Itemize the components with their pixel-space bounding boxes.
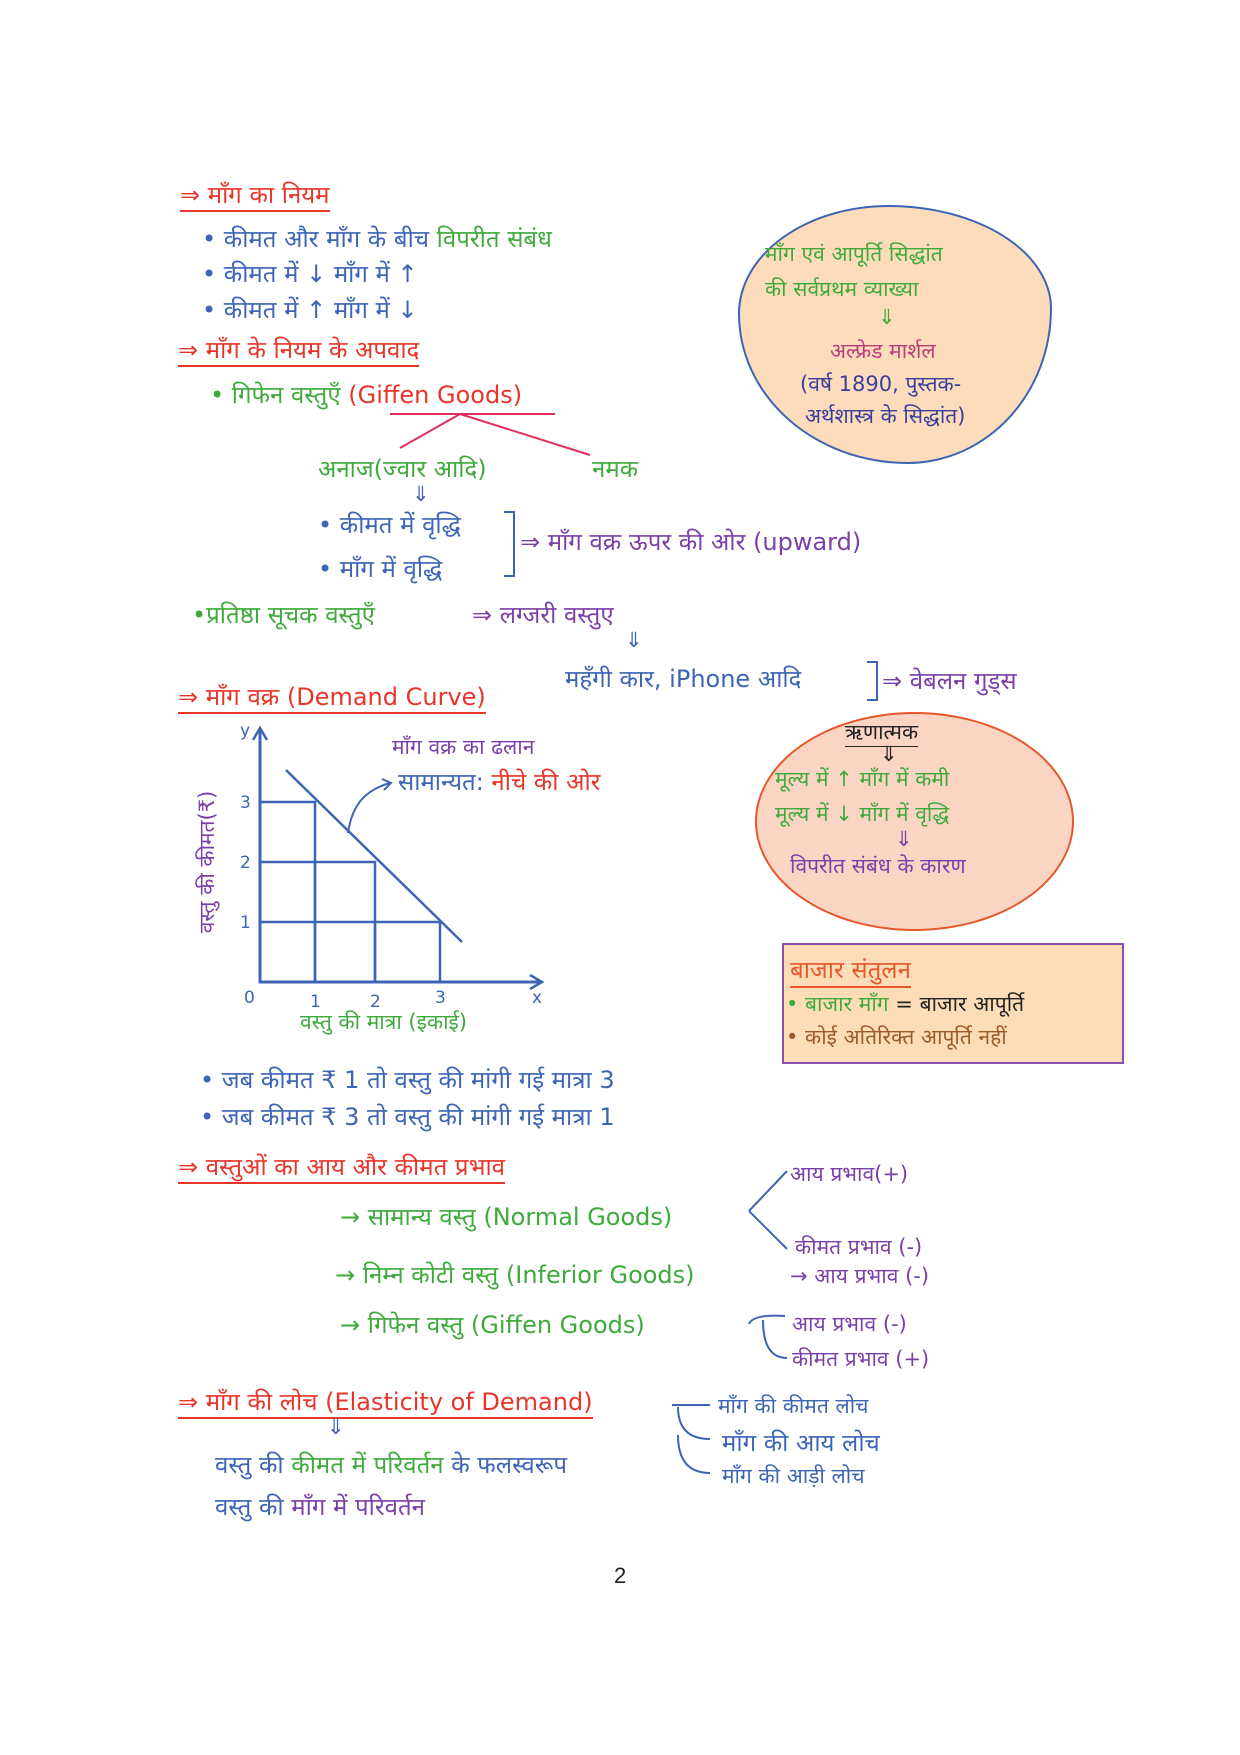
equilibrium-line1: • बाजार माँग = बाजार आपूर्ति [786, 992, 1025, 1016]
giffen-goods-branch [745, 1310, 795, 1370]
svg-text:3: 3 [435, 988, 446, 1008]
cloud-detail1: (वर्ष 1890, पुस्तक- [800, 372, 962, 396]
down-arrow: ⇓ [412, 482, 430, 506]
upward-curve-result: ⇒ माँग वक्र ऊपर की ओर (upward) [520, 528, 862, 556]
example-price-3: • जब कीमत ₹ 3 तो वस्तु की मांगी गई मात्रा 1 [200, 1103, 615, 1131]
giffen-goods-label: • गिफेन वस्तुएँ (Giffen Goods) [210, 381, 523, 409]
inferior-goods: → निम्न कोटी वस्तु (Inferior Goods) [335, 1261, 695, 1289]
ellipse-line1: मूल्य में ↑ माँग में कमी [775, 767, 950, 791]
law-bullet-1: • कीमत और माँग के बीच विपरीत संबंध [202, 225, 552, 253]
normal-price-effect: कीमत प्रभाव (-) [795, 1235, 923, 1259]
ellipse-title: ऋणात्मक [845, 718, 918, 747]
luxury-examples: महँगी कार, iPhone आदि [565, 665, 802, 693]
income-price-heading: ⇒ वस्तुओं का आय और कीमत प्रभाव [178, 1150, 505, 1183]
ellipse-arrow: ⇓ [880, 742, 898, 766]
income-elasticity: माँग की आय लोच [722, 1429, 880, 1457]
demand-curve-heading: ⇒ माँग वक्र (Demand Curve) [178, 680, 486, 713]
law-of-demand-heading: ⇒ माँग का नियम [180, 178, 330, 211]
luxury-arrow: ⇓ [625, 628, 643, 652]
inferior-income-effect: → आय प्रभाव (-) [790, 1264, 930, 1288]
elasticity-heading: ⇒ माँग की लोच (Elasticity of Demand) [178, 1385, 593, 1418]
equilibrium-title: बाजार संतुलन [790, 953, 911, 988]
y-axis-label: वस्तु की कीमत(₹) [195, 790, 219, 934]
branch-salt: नमक [592, 455, 639, 483]
giffen-income-effect: आय प्रभाव (-) [792, 1312, 907, 1336]
cloud-name: अल्फ्रेड मार्शल [830, 339, 936, 363]
slope-note-line1: माँग वक्र का ढलान [392, 735, 535, 759]
svg-text:1: 1 [310, 992, 321, 1012]
cross-elasticity: माँग की आड़ी लोच [722, 1464, 865, 1488]
veblen-goods: ⇒ वेबलन गुड्स [882, 667, 1017, 695]
law-bullet-2: • कीमत में ↓ माँग में ↑ [202, 260, 418, 288]
svg-text:3: 3 [240, 793, 251, 813]
law-bullet-3: • कीमत में ↑ माँग में ↓ [202, 296, 418, 324]
demand-curve-chart [180, 720, 560, 1030]
elasticity-branches [670, 1395, 720, 1485]
svg-text:2: 2 [240, 853, 251, 873]
effect-demand-rise: • माँग में वृद्धि [318, 555, 443, 583]
giffen-price-effect: कीमत प्रभाव (+) [792, 1347, 930, 1371]
prestige-goods-label: •प्रतिष्ठा सूचक वस्तुएँ [192, 601, 375, 629]
x-axis-label: वस्तु की मात्रा (इकाई) [300, 1010, 468, 1034]
elasticity-arrow: ⇓ [327, 1415, 345, 1439]
ellipse-line2: मूल्य में ↓ माँग में वृद्धि [775, 802, 950, 826]
page-number: 2 [614, 1563, 627, 1588]
branch-grain: अनाज(ज्वार आदि) [318, 455, 487, 483]
examples-bracket [865, 660, 881, 702]
cloud-arrow: ⇓ [878, 305, 896, 329]
equilibrium-line2: • कोई अतिरिक्त आपूर्ति नहीं [786, 1025, 1007, 1049]
elasticity-definition-line1: वस्तु की कीमत में परिवर्तन के फलस्वरूप [215, 1451, 568, 1479]
effect-price-rise: • कीमत में वृद्धि [318, 511, 461, 539]
luxury-goods: ⇒ लग्जरी वस्तुए [472, 601, 614, 629]
ellipse-arrow2: ⇓ [895, 827, 913, 851]
svg-text:2: 2 [370, 992, 381, 1012]
slope-note-line2: सामान्यत: नीचे की ओर [398, 768, 601, 796]
cloud-line2: की सर्वप्रथम व्याख्या [765, 277, 919, 301]
svg-text:1: 1 [240, 913, 251, 933]
cloud-line1: माँग एवं आपूर्ति सिद्धांत [765, 242, 943, 266]
elasticity-definition-line2: वस्तु की माँग में परिवर्तन [215, 1493, 425, 1521]
price-elasticity: माँग की कीमत लोच [718, 1394, 869, 1418]
x-axis-letter: x [532, 988, 543, 1008]
exceptions-heading: ⇒ माँग के नियम के अपवाद [178, 333, 419, 366]
cloud-detail2: अर्थशास्त्र के सिद्धांत) [805, 404, 966, 428]
ellipse-line3: विपरीत संबंध के कारण [790, 854, 966, 878]
giffen-goods: → गिफेन वस्तु (Giffen Goods) [340, 1311, 645, 1339]
bracket [500, 510, 520, 578]
normal-income-effect: आय प्रभाव(+) [790, 1162, 909, 1186]
normal-goods-branch [745, 1165, 795, 1255]
example-price-1: • जब कीमत ₹ 1 तो वस्तु की मांगी गई मात्रा 3 [200, 1066, 615, 1094]
y-axis-letter: y [240, 721, 251, 741]
svg-text:0: 0 [244, 988, 255, 1008]
normal-goods: → सामान्य वस्तु (Normal Goods) [340, 1203, 673, 1231]
